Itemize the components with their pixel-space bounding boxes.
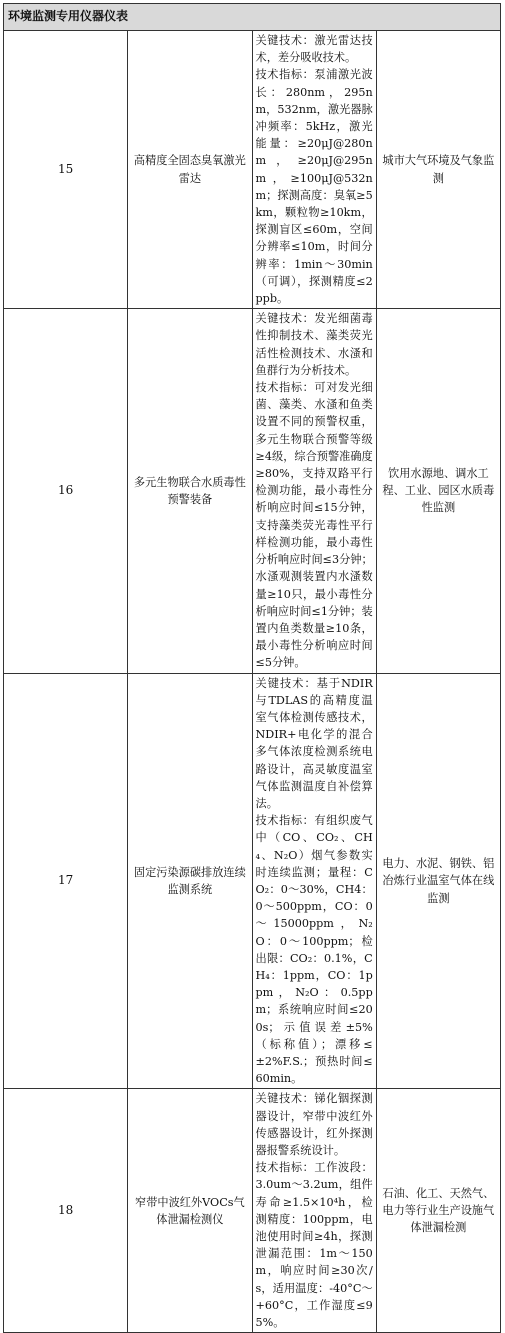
table-row: [4, 1089, 501, 1333]
section-header-row: [4, 4, 501, 31]
technical-specs: 技术指标：有组织废气中（CO、CO₂、CH₄、N₂O）烟气参数实时连续监测；量程：CO₂：0～30%，CH4：0～500ppm，CO：0～15000ppm，N₂O：0～100ppm；检出限：CO₂：0.1%，CH₄：1ppm，CO：1ppm，N₂O：0.5ppm；系统响应时间≤200s；示值误差±5%（标称值）；漂移≤±2%F.S.；预热时间≤60min。: [255, 814, 373, 1086]
technical-specs: 技术指标：工作波段：3.0um～3.2um，组件寿命≥1.5×10⁴h，检测精度：100ppm，电池使用时间≥4h，探测泄漏范围：1m～150m，响应时间≥30次/s，适用温度：-40°C～+60°C，工作湿度≤95%。: [255, 1161, 373, 1330]
row-number: 18: [4, 1089, 128, 1333]
technical-specs: 技术指标：可对发光细菌、藻类、水溞和鱼类设置不同的预警权重，多元生物联合预警等级≥4级，综合预警准确度≥80%，支持双路平行检测功能，最小毒性分析响应时间≤15分钟，支持藻类荧光毒性平行样检测功能，最小毒性分析响应时间≤3分钟；水溞观测装置内水溞数量≥10只，最小毒性分析响应时间≤1分钟；装置内鱼类数量≥10条，最小毒性分析响应时间≤5分钟。: [255, 381, 373, 670]
instrument-table: [3, 3, 501, 1333]
row-number: 15: [4, 31, 128, 309]
row-number: 16: [4, 309, 128, 673]
section-title: 环境监测专用仪器仪表: [4, 4, 501, 31]
key-technology: 关键技术：基于NDIR与TDLAS的高精度温室气体检测传感技术，NDIR+电化学的混合多气体浓度检测系统电路设计，高灵敏度温室气体监测温度自补偿算法。: [255, 676, 373, 810]
application-field: 城市大气环境及气象监测: [376, 31, 500, 309]
instrument-name: 固定污染源碳排放连续监测系统: [128, 673, 252, 1089]
key-technology: 关键技术：发光细菌毒性抑制技术、藻类荧光活性检测技术、水溞和鱼群行为分析技术。: [255, 312, 373, 377]
tech-description: [252, 1089, 376, 1333]
row-number: 17: [4, 673, 128, 1089]
application-field: 饮用水源地、调水工程、工业、园区水质毒性监测: [376, 309, 500, 673]
technical-specs: 技术指标：泵浦激光波长：280nm，295nm，532nm，激光器脉冲频率：5kHz，激光能量：≥20μJ@280nm，≥20μJ@295nm，≥100μJ@532nm；探测高度：臭氧≥5km，颗粒物≥10km，探测盲区≤60m，空间分辨率≤10m，时间分辨率：1min～30min（可调），探测精度≤2ppb。: [255, 68, 373, 306]
tech-description: [252, 31, 376, 309]
key-technology: 关键技术：激光雷达技术，差分吸收技术。: [255, 34, 373, 65]
instrument-name: 多元生物联合水质毒性预警装备: [128, 309, 252, 673]
instrument-name: 窄带中波红外VOCs气体泄漏检测仪: [128, 1089, 252, 1333]
table-row: [4, 309, 501, 673]
application-field: 石油、化工、天然气、电力等行业生产设施气体泄漏检测: [376, 1089, 500, 1333]
tech-description: [252, 673, 376, 1089]
instrument-name: 高精度全固态臭氧激光雷达: [128, 31, 252, 309]
table-row: [4, 31, 501, 309]
key-technology: 关键技术：锑化铟探测器设计，窄带中波红外传感器设计，红外探测器报警系统设计。: [255, 1092, 373, 1157]
table-row: [4, 673, 501, 1089]
tech-description: [252, 309, 376, 673]
application-field: 电力、水泥、钢铁、铝冶炼行业温室气体在线监测: [376, 673, 500, 1089]
